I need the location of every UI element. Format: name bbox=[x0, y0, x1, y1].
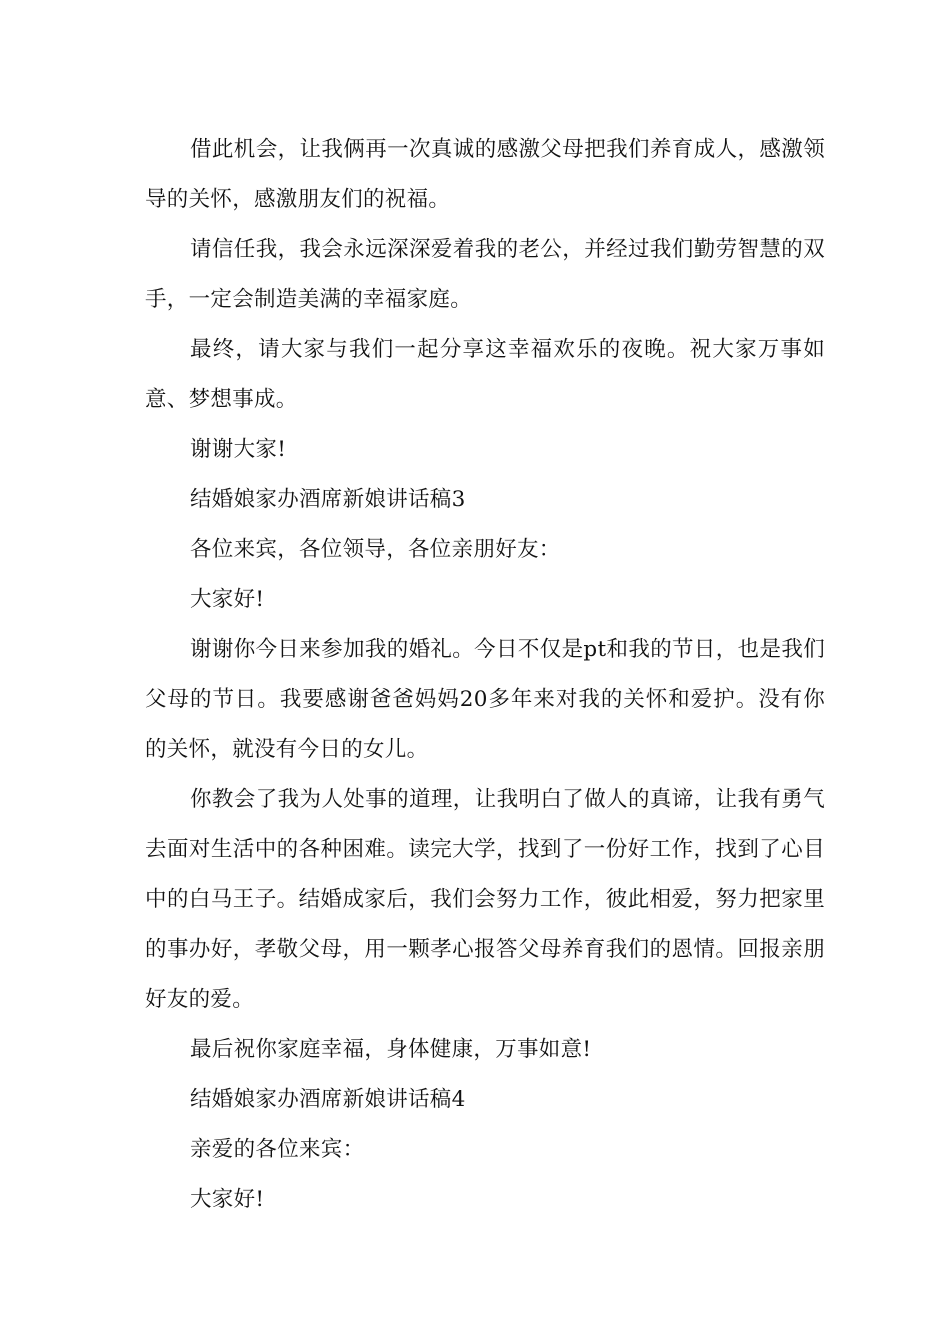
paragraph: 你教会了我为人处事的道理，让我明白了做人的真谛，让我有勇气去面对生活中的各种困难。读完大学，找到了一份好工作，找到了心目中的白马王子。结婚成家后，我们会努力工作，彼此相爱，努力把家里的事办好，孝敬父母，用一颗孝心报答父母养育我们的恩情。回报亲朋好友的爱。 bbox=[145, 787, 825, 1012]
paragraph: 各位来宾，各位领导，各位亲朋好友： bbox=[190, 537, 561, 562]
paragraph: 谢谢你今日来参加我的婚礼。今日不仅是pt和我的节日，也是我们父母的节日。我要感谢爸爸妈妈20多年来对我的关怀和爱护。没有你的关怀，就没有今日的女儿。 bbox=[145, 637, 825, 762]
paragraph: 最后祝你家庭幸福，身体健康，万事如意! bbox=[190, 1037, 592, 1062]
paragraph: 大家好! bbox=[190, 1187, 265, 1212]
paragraph: 借此机会，让我俩再一次真诚的感激父母把我们养育成人，感激领导的关怀，感激朋友们的祝福。 bbox=[145, 137, 825, 212]
paragraph: 谢谢大家! bbox=[190, 437, 287, 462]
paragraph: 大家好! bbox=[190, 587, 265, 612]
paragraph: 亲爱的各位来宾： bbox=[190, 1137, 365, 1162]
paragraph: 最终，请大家与我们一起分享这幸福欢乐的夜晚。祝大家万事如意、梦想事成。 bbox=[145, 337, 825, 412]
document-body bbox=[145, 125, 825, 1225]
section-heading: 结婚娘家办酒席新娘讲话稿3 bbox=[190, 487, 466, 512]
paragraph: 请信任我，我会永远深深爱着我的老公，并经过我们勤劳智慧的双手，一定会制造美满的幸福家庭。 bbox=[145, 237, 825, 312]
section-heading: 结婚娘家办酒席新娘讲话稿4 bbox=[190, 1087, 466, 1112]
